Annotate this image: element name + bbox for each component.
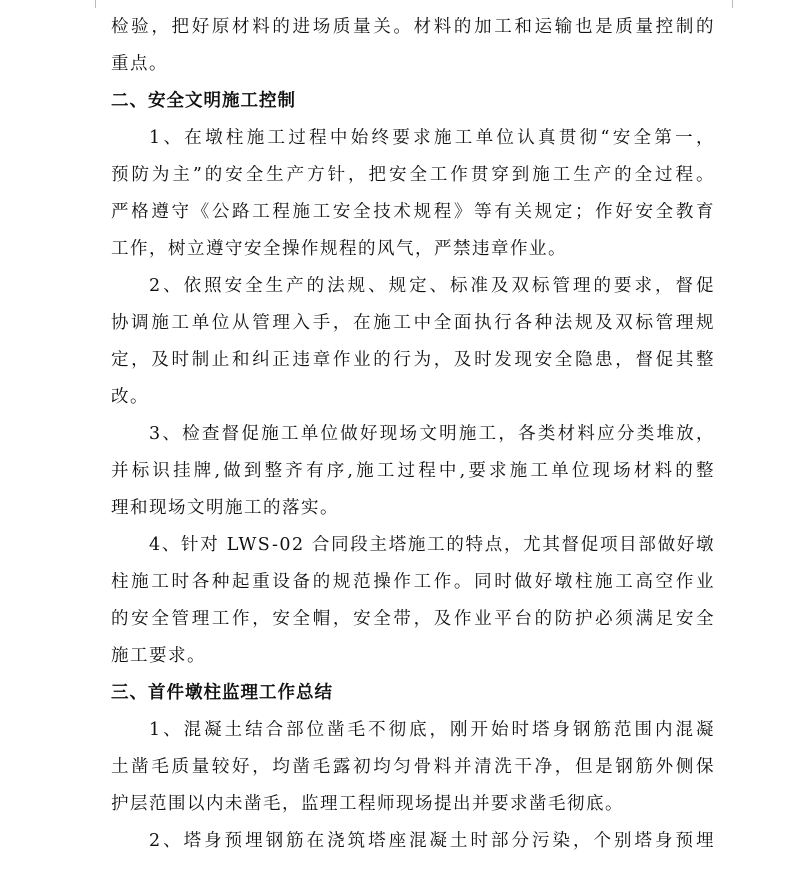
text-line: 理和现场文明施工的落实。 (111, 498, 339, 518)
text-line: 定，及时制止和纠正违章作业的行为，及时发现安全隐患，督促其整 (111, 350, 715, 370)
document-body (111, 9, 715, 860)
text-line: 土凿毛质量较好，均凿毛露初均匀骨料并清洗干净，但是钢筋外侧保 (111, 757, 715, 777)
text-line: 协调施工单位从管理入手，在施工中全面执行各种法规及双标管理规 (111, 313, 715, 333)
margin-corner-mark-right (732, 0, 733, 8)
text-line: 3、检查督促施工单位做好现场文明施工，各类材料应分类堆放， (149, 424, 715, 444)
text-line: 的安全管理工作，安全帽，安全带，及作业平台的防护必须满足安全 (111, 609, 715, 629)
text-line: 2、依照安全生产的法规、规定、标准及双标管理的要求，督促 (149, 276, 715, 296)
text-line: 2、塔身预埋钢筋在浇筑塔座混凝土时部分污染，个别塔身预埋 (149, 831, 715, 851)
text-line: 预防为主”的安全生产方针，把安全工作贯穿到施工生产的全过程。 (111, 165, 715, 185)
text-line: 工作，树立遵守安全操作规程的风气，严禁违章作业。 (111, 239, 567, 259)
text-line: 检验，把好原材料的进场质量关。材料的加工和运输也是质量控制的 (111, 17, 715, 37)
text-line: 1、在墩柱施工过程中始终要求施工单位认真贯彻“安全第一， (149, 128, 715, 148)
text-line: 护层范围以内未凿毛，监理工程师现场提出并要求凿毛彻底。 (111, 794, 624, 814)
text-line: 柱施工时各种起重设备的规范操作工作。同时做好墩柱施工高空作业 (111, 572, 715, 592)
text-line: 施工要求。 (111, 646, 206, 666)
text-line: 重点。 (111, 54, 168, 74)
text-line: 1、混凝土结合部位凿毛不彻底，刚开始时塔身钢筋范围内混凝 (149, 720, 715, 740)
section-heading: 三、首件墩柱监理工作总结 (111, 683, 333, 703)
text-line: 4、针对 LWS-02 合同段主塔施工的特点，尤其督促项目部做好墩 (149, 535, 715, 555)
margin-corner-mark-left (95, 0, 96, 8)
text-line: 严格遵守《公路工程施工安全技术规程》等有关规定；作好安全教育 (111, 202, 715, 222)
text-line: 并标识挂牌,做到整齐有序,施工过程中,要求施工单位现场材料的整 (111, 461, 715, 481)
section-heading: 二、安全文明施工控制 (111, 91, 296, 111)
text-line: 改。 (111, 387, 149, 407)
